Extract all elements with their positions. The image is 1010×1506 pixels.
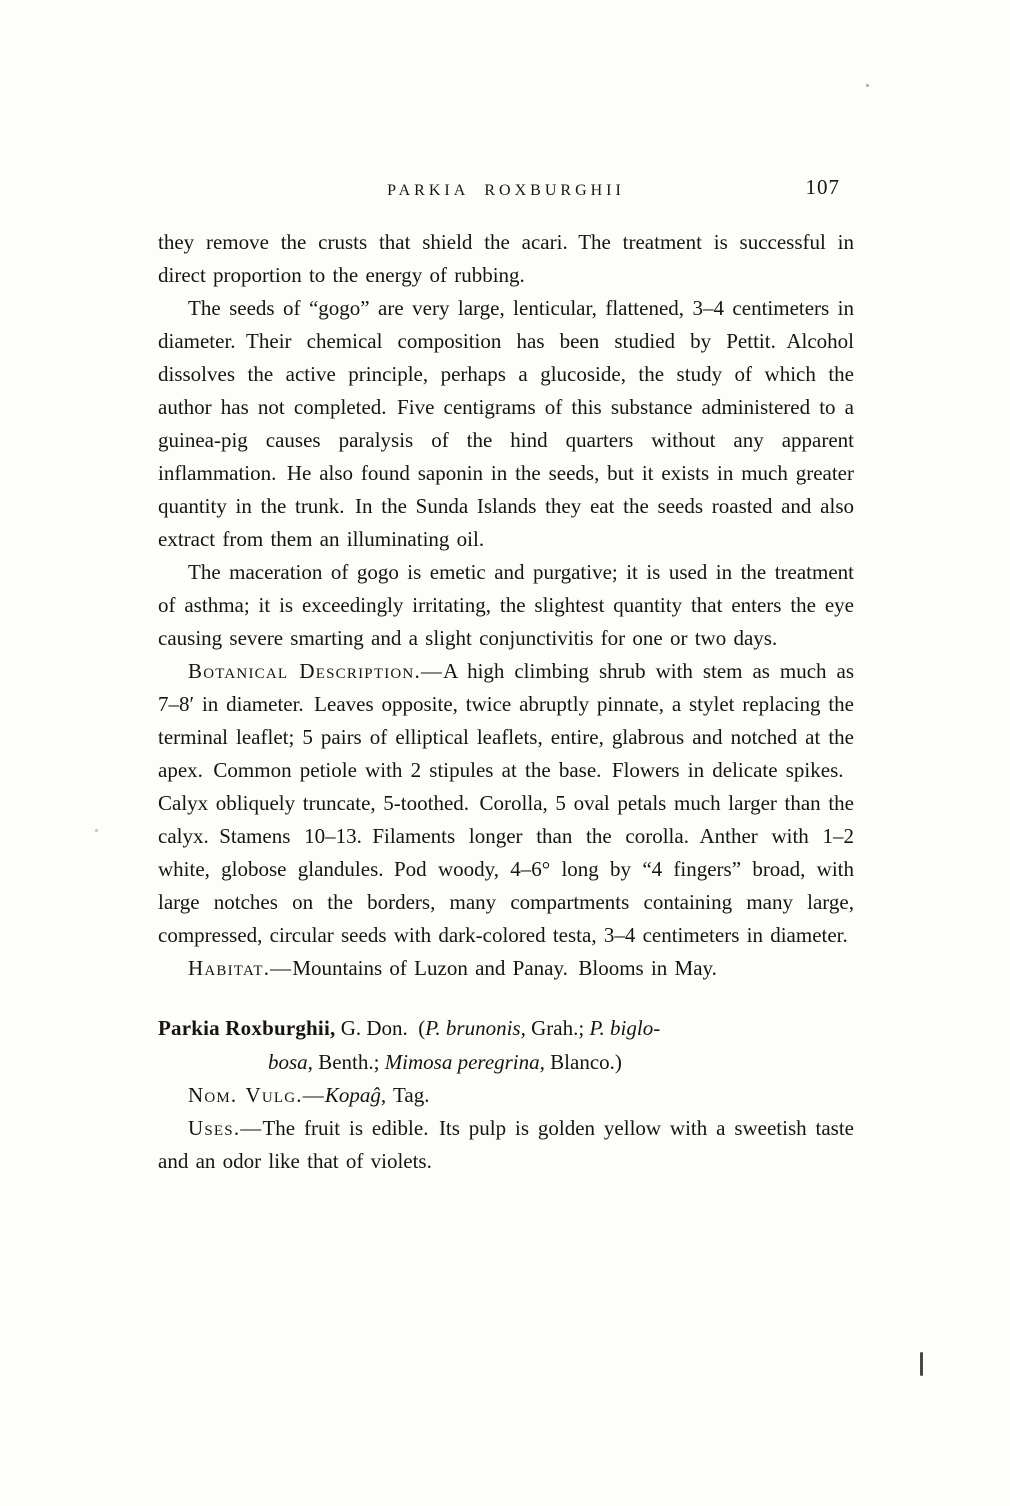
synonym-biglobosa-end: bosa, — [268, 1050, 313, 1074]
paragraph-text: The fruit is edible. Its pulp is golden yellow with a sweetish taste and an odor like that of violets. — [158, 1116, 854, 1173]
paragraph-botanical-description — [158, 655, 854, 952]
species-entry-line-1 — [158, 1011, 854, 1045]
paragraph-text: they remove the crusts that shield the acari. The treatment is successful in direct proportion to the energy of rubbing. — [158, 230, 854, 287]
paragraph-text: A high climbing shrub with stem as much as 7–8′ in diameter. Leaves opposite, twice abruptly pinnate, a stylet replacing the terminal leaflet; 5 pairs of elliptical leaflets, entire, glabrous and notched at the apex. Common petiole with 2 stipules at the base. Flowers in delicate spikes. Calyx obliquely truncate, 5-toothed. Corolla, 5 oval petals much larger than the calyx. Stamens 10–13. Filaments longer than the corolla. Anther with 1–2 white, globose glandules. Pod woody, 4–6° long by “4 fingers” broad, with large notches on the borders, many compartments containing many large, compressed, circular seeds with dark-colored testa, 3–4 centimeters in diameter. — [158, 659, 854, 947]
paragraph-nom-vulg — [158, 1079, 854, 1112]
synonym-biglobosa-start: P. biglo- — [589, 1016, 661, 1040]
paragraph-text: Mountains of Luzon and Panay. Blooms in May. — [292, 956, 717, 980]
paragraph-habitat — [158, 952, 854, 985]
paragraph-uses — [158, 1112, 854, 1178]
synonym-author: Blanco.) — [544, 1050, 622, 1074]
paragraph-text: The seeds of “gogo” are very large, lenticular, flattened, 3–4 centimeters in diameter. Their chemical composition has been studied by Pettit. Alcohol dissolves the active principle, perhaps a glucoside, the study of which the author has not completed. Five centigrams of this substance administered to a guinea-pig causes paralysis of the hind quarters without any apparent inflammation. He also found saponin in the seeds, but it exists in much greater quantity in the trunk. In the Sunda Islands they eat the seeds roasted and also extract from them an illuminating oil. — [158, 296, 854, 551]
synonym-mimosa-peregrina: Mimosa peregrina, — [384, 1050, 545, 1074]
vernacular-language: Tag. — [386, 1083, 430, 1107]
paragraph-text: The maceration of gogo is emetic and purgative; it is used in the treatment of asthma; it is exceedingly irritating, the slightest quantity that enters the eye causing severe smarting and a slight conjunctivitis for one or two days. — [158, 560, 854, 650]
vernacular-name: Kopaĝ, — [324, 1083, 387, 1107]
page-number: 107 — [805, 175, 840, 199]
scan-speck — [866, 84, 869, 87]
species-author: G. Don. ( — [335, 1016, 426, 1040]
species-entry — [158, 1011, 854, 1079]
synonym-author: Benth.; — [312, 1050, 385, 1074]
synonym-author: Grah.; — [525, 1016, 590, 1040]
synonym-brunonis: P. brunonis, — [425, 1016, 526, 1040]
text-block — [158, 175, 854, 1178]
habitat-heading: Habitat.— — [188, 956, 293, 980]
paragraph-seeds — [158, 292, 854, 556]
paragraph-maceration — [158, 556, 854, 655]
running-title: PARKIA ROXBURGHII — [387, 182, 625, 199]
nom-vulg-heading: Nom. Vulg.— — [188, 1083, 325, 1107]
botanical-description-heading: Botanical Description.— — [188, 659, 444, 683]
paragraph-acari-treatment — [158, 226, 854, 292]
uses-heading: Uses.— — [188, 1116, 263, 1140]
scan-speck — [95, 829, 98, 832]
page-header — [158, 175, 854, 226]
species-name: Parkia Roxburghii, — [158, 1016, 336, 1040]
species-entry-line-2 — [158, 1045, 854, 1079]
scan-mark — [920, 1352, 923, 1376]
